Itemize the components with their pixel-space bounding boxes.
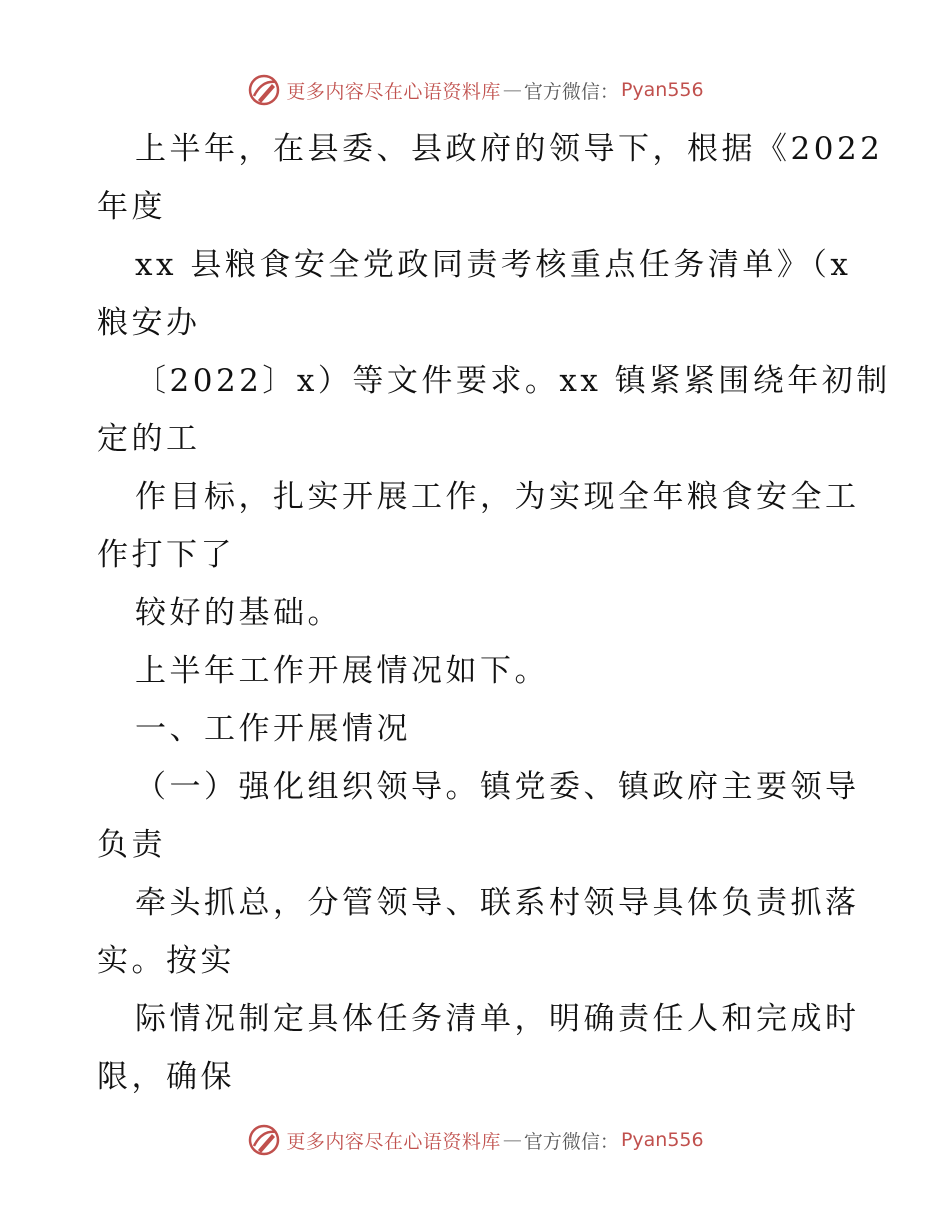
document-line: 上半年，在县委、县政府的领导下，根据《2022 <box>135 131 884 167</box>
document-line: 〔2022〕x）等文件要求。xx 镇紧紧围绕年初制 <box>135 363 891 399</box>
document-line: 较好的基础。 <box>135 595 342 631</box>
document-line: xx 县粮食安全党政同责考核重点任务清单》（x <box>135 247 852 283</box>
watermark-wechat-label: 官方微信： <box>523 80 619 103</box>
document-line: 际情况制定具体任务清单，明确责任人和完成时 <box>135 1001 860 1037</box>
document-line: 负责 <box>97 827 166 863</box>
footer-watermark <box>0 1120 950 1160</box>
watermark-site-text: 更多内容尽在心语资料库 <box>286 1130 501 1153</box>
pen-logo-icon <box>246 72 282 108</box>
watermark-site-text: 更多内容尽在心语资料库 <box>286 80 501 103</box>
document-line: 实。按实 <box>97 943 235 979</box>
document-line: 粮安办 <box>97 305 201 341</box>
pen-logo-icon <box>246 1122 282 1158</box>
document-line: 上半年工作开展情况如下。 <box>135 653 549 689</box>
document-line: 定的工 <box>97 421 201 457</box>
document-line: 作目标，扎实开展工作，为实现全年粮食安全工 <box>135 479 860 515</box>
document-line: （一）强化组织领导。镇党委、镇政府主要领导 <box>135 769 860 805</box>
document-line: 限，确保 <box>97 1059 235 1095</box>
watermark-wechat-label: 官方微信： <box>523 1130 619 1153</box>
document-line: 牵头抓总，分管领导、联系村领导具体负责抓落 <box>135 885 860 921</box>
document-body <box>97 120 891 1106</box>
document-line: 一、工作开展情况 <box>135 711 411 747</box>
watermark-separator: — <box>502 79 522 101</box>
watermark-separator: — <box>502 1129 522 1151</box>
document-line: 年度 <box>97 189 166 225</box>
document-line: 作打下了 <box>97 537 235 573</box>
watermark-wechat-id: Pyan556 <box>620 1129 704 1151</box>
header-watermark <box>0 70 950 110</box>
watermark-wechat-id: Pyan556 <box>620 79 704 101</box>
